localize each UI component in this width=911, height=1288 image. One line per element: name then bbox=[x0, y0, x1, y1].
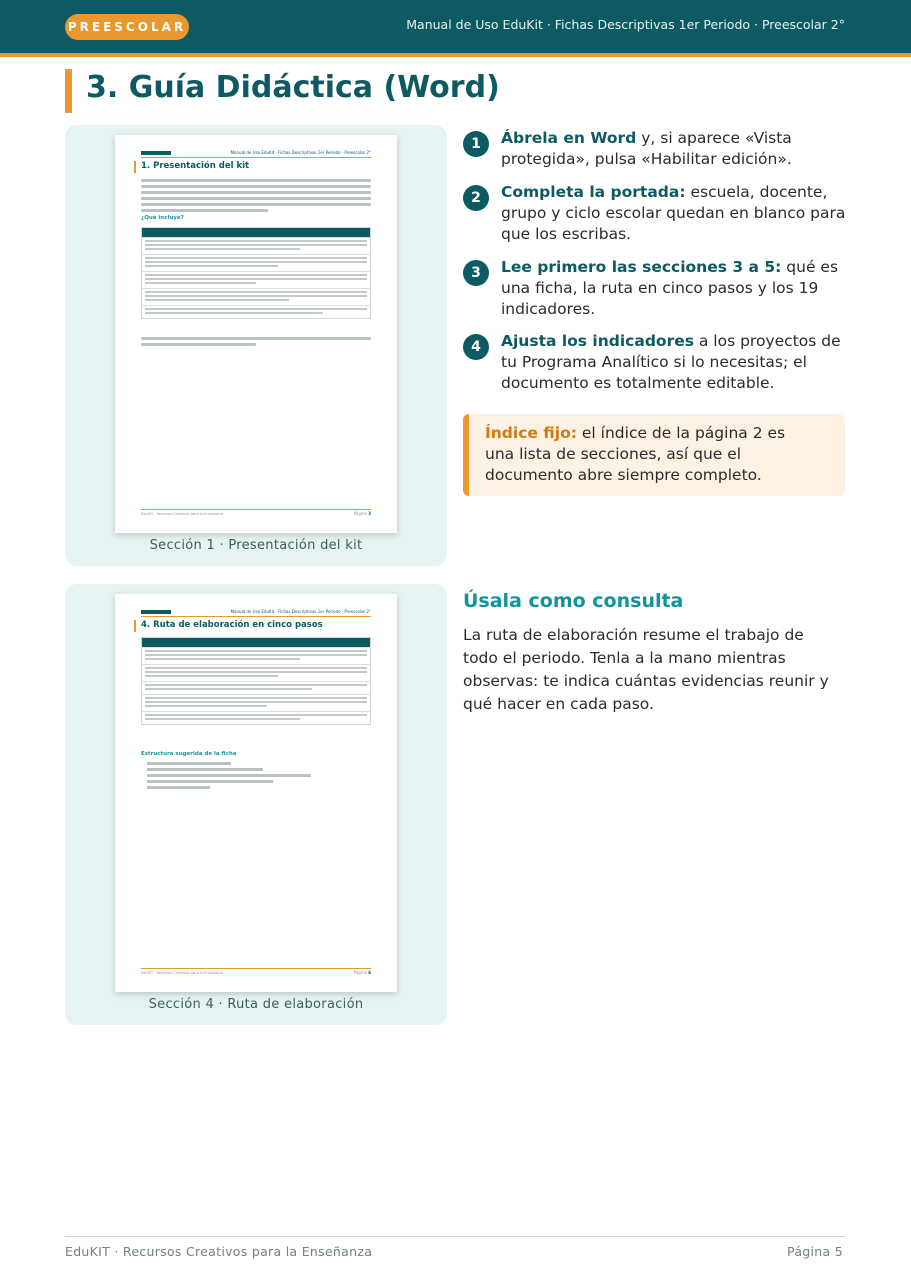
step-text: qué es una ficha, la ruta en cinco pasos y los 19 indicadores. bbox=[501, 258, 839, 318]
mini-header-rule bbox=[141, 616, 371, 617]
step-number: 4 bbox=[463, 334, 489, 360]
thumbnail-caption: Sección 4 · Ruta de elaboración bbox=[148, 997, 364, 1012]
mini-footer-rule bbox=[141, 509, 371, 510]
mini-header-badge bbox=[141, 151, 171, 155]
step-4 bbox=[463, 331, 848, 394]
section-title: 3. Guía Didáctica (Word) bbox=[86, 70, 500, 105]
mini-title: 1. Presentación del kit bbox=[141, 161, 250, 171]
step-1 bbox=[463, 128, 848, 170]
footer-page-number: Página 5 bbox=[787, 1244, 843, 1259]
step-text: escuela, docente, grupo y ciclo escolar quedan en blanco para que los escribas. bbox=[501, 183, 846, 243]
mini-table bbox=[141, 227, 371, 319]
mini-footer-left: EduKIT · Recursos Creativos para la Enseñanza bbox=[141, 512, 224, 516]
mini-footer-rule bbox=[141, 968, 371, 969]
thumbnail-card-route bbox=[65, 584, 447, 1025]
step-3 bbox=[463, 257, 848, 320]
mini-title: 4. Ruta de elaboración en cinco pasos bbox=[141, 620, 323, 630]
title-accent-bar bbox=[65, 69, 72, 113]
running-title: Manual de Uso EduKit · Fichas Descriptivas 1er Periodo · Preescolar 2° bbox=[406, 17, 845, 32]
step-lead: Completa la portada: bbox=[501, 183, 686, 201]
fixed-index-callout bbox=[463, 414, 845, 496]
mini-paragraph bbox=[141, 179, 371, 215]
mini-numbered-list bbox=[147, 762, 357, 792]
callout-lead: Índice fijo: bbox=[485, 424, 577, 442]
footer-brand: EduKIT · Recursos Creativos para la Enseñanza bbox=[65, 1244, 373, 1259]
mini-title-bar bbox=[134, 620, 136, 632]
header-divider bbox=[0, 53, 911, 57]
mini-header-rule bbox=[141, 157, 371, 158]
page-header bbox=[0, 0, 911, 53]
mini-header-badge bbox=[141, 610, 171, 614]
mini-suggested-time bbox=[141, 337, 371, 349]
consulta-heading: Úsala como consulta bbox=[463, 590, 684, 612]
callout-text: el índice de la página 2 es una lista de secciones, así que el documento abre siempre completo. bbox=[485, 424, 786, 484]
mini-footer-left: EduKIT · Recursos Creativos para la Enseñanza bbox=[141, 971, 224, 975]
mini-page-number: Página 6 bbox=[353, 970, 371, 975]
mini-page-number: Página 3 bbox=[353, 511, 371, 516]
page-thumbnail-route bbox=[115, 594, 397, 992]
level-badge: PREESCOLAR bbox=[65, 14, 189, 40]
mini-subheading: Estructura sugerida de la ficha bbox=[141, 751, 237, 757]
step-lead: Lee primero las secciones 3 a 5: bbox=[501, 258, 782, 276]
step-number: 2 bbox=[463, 185, 489, 211]
thumbnail-caption: Sección 1 · Presentación del kit bbox=[149, 538, 363, 553]
consulta-body: La ruta de elaboración resume el trabajo de todo el periodo. Tenla a la mano mientras observas: te indica cuántas evidencias reunir y qué hacer en cada paso. bbox=[463, 626, 829, 713]
step-text: y, si aparece «Vista protegida», pulsa «Habilitar edición». bbox=[501, 129, 792, 168]
step-2 bbox=[463, 182, 848, 245]
mini-subheading: ¿Qué incluye? bbox=[141, 215, 184, 221]
step-text: a los proyectos de tu Programa Analítico si lo necesitas; el documento es totalmente editable. bbox=[501, 332, 841, 392]
thumbnail-card-presentation bbox=[65, 125, 447, 566]
page-thumbnail-presentation bbox=[115, 135, 397, 533]
step-number: 3 bbox=[463, 260, 489, 286]
mini-title-bar bbox=[134, 161, 136, 173]
mini-table bbox=[141, 637, 371, 725]
mini-running-title: Manual de Uso EduKit · Fichas Descriptivas 1er Periodo · Preescolar 2° bbox=[230, 150, 371, 155]
step-lead: Ábrela en Word bbox=[501, 129, 637, 147]
mini-running-title: Manual de Uso EduKit · Fichas Descriptivas 1er Periodo · Preescolar 2° bbox=[230, 609, 371, 614]
step-number: 1 bbox=[463, 131, 489, 157]
step-lead: Ajusta los indicadores bbox=[501, 332, 694, 350]
footer-divider bbox=[65, 1236, 845, 1237]
